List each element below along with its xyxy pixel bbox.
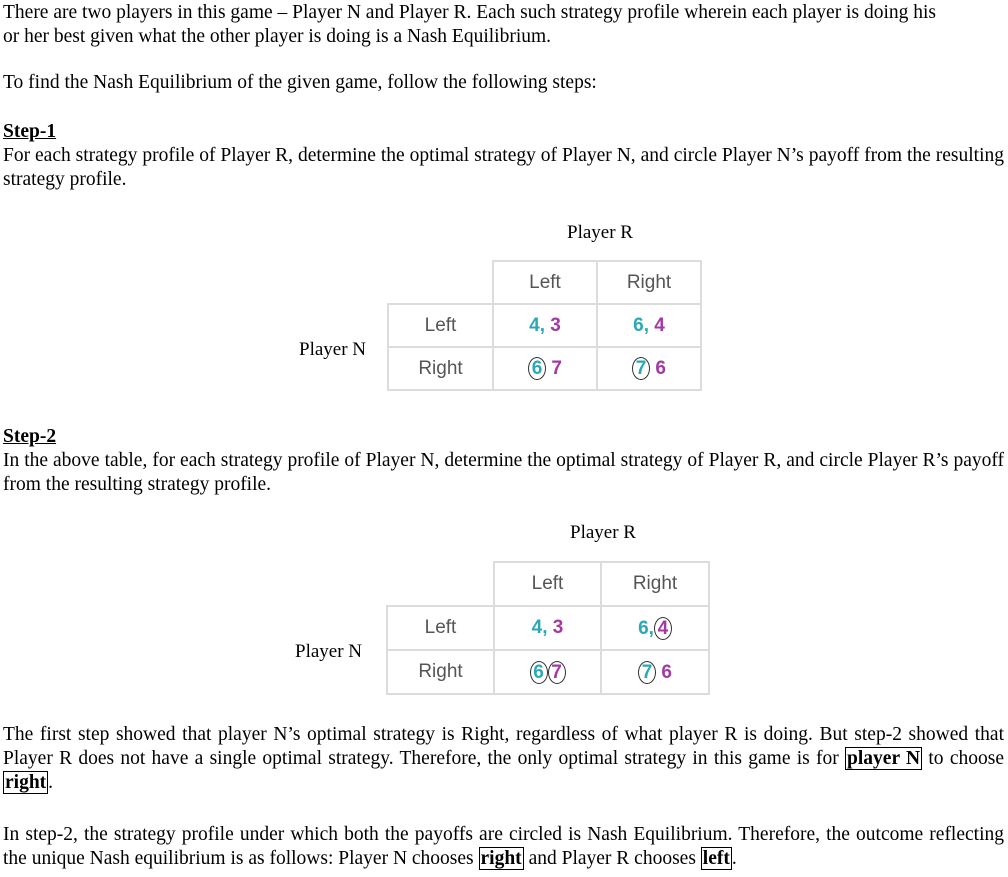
conclusion-text: The first step showed that player N’s optimal strategy is Right, regardless of what player R is doing. But step-2 showed that Player R does not have a single optimal strategy. Therefore, the only optimal strategy in this game is for xyxy=(3,724,1004,769)
col-header-left: Left xyxy=(493,261,597,304)
cell-right-left xyxy=(494,650,601,694)
cell-right-right xyxy=(601,650,709,694)
payoff-n: 4 xyxy=(531,617,543,638)
payoff-r: 7 xyxy=(551,358,562,379)
row-header-left: Left xyxy=(388,304,493,347)
payoff-r: 6 xyxy=(661,661,672,683)
conclusion-text: to choose xyxy=(922,748,1004,769)
conclusion-text: and Player R chooses xyxy=(523,848,701,869)
conclusion-paragraph-2 xyxy=(3,823,1004,871)
cell-left-left xyxy=(493,304,597,347)
step2-heading: Step-2 xyxy=(3,426,57,447)
payoff-separator: , xyxy=(539,314,545,336)
payoff-table-1 xyxy=(387,260,702,391)
circled-payoff-n: 6 xyxy=(528,357,546,380)
cell-right-left xyxy=(493,347,597,390)
cell-left-right xyxy=(597,304,701,347)
payoff-n: 4 xyxy=(529,314,540,336)
step1-text: For each strategy profile of Player R, determine the optimal strategy of Player N, and circle Player N’s payoff from the resulting strategy profile. xyxy=(3,145,1004,190)
conclusion-text: . xyxy=(48,772,54,793)
payoff-separator: , xyxy=(648,617,654,639)
conclusion-paragraph-1 xyxy=(3,723,1004,795)
col-header-right: Right xyxy=(601,562,709,606)
boxed-right: right xyxy=(480,848,522,869)
table2-col-player-label: Player R xyxy=(570,522,636,543)
payoff-r: 6 xyxy=(655,358,666,379)
row-header-left: Left xyxy=(387,606,494,650)
steps-intro: To find the Nash Equilibrium of the given game, follow the following steps: xyxy=(3,72,597,93)
row-header-right: Right xyxy=(388,347,493,390)
intro-line-2: or her best given what the other player is doing is a Nash Equilibrium. xyxy=(3,26,552,47)
payoff-table-2 xyxy=(386,561,710,695)
circled-payoff-r: 4 xyxy=(654,617,672,640)
col-header-left: Left xyxy=(494,562,601,606)
step1-heading: Step-1 xyxy=(3,121,57,142)
payoff-separator: , xyxy=(542,617,548,638)
table1-row-player-label: Player N xyxy=(299,339,367,360)
cell-left-left xyxy=(494,606,601,650)
col-header-right: Right xyxy=(597,261,701,304)
payoff-r: 3 xyxy=(550,314,561,336)
cell-left-right xyxy=(601,606,709,650)
intro-line-1: There are two players in this game – Player N and Player R. Each such strategy profile wherein each player is doing his xyxy=(3,2,936,23)
cell-right-right xyxy=(597,347,701,390)
boxed-right: right xyxy=(5,772,47,793)
conclusion-text: In step-2, the strategy profile under which both the payoffs are circled is Nash Equilibrium. Therefore, the outcome reflecting the unique Nash equilibrium is as follows: Player N chooses xyxy=(3,824,1004,869)
row-header-right: Right xyxy=(387,650,494,694)
circled-payoff-n: 7 xyxy=(638,661,656,684)
table1-col-player-label: Player R xyxy=(567,222,633,243)
boxed-left: left xyxy=(702,848,730,869)
boxed-player-n: player N xyxy=(847,748,921,769)
payoff-n: 6 xyxy=(633,314,644,336)
circled-payoff-n: 7 xyxy=(632,357,650,380)
conclusion-text: . xyxy=(731,848,737,869)
payoff-r: 3 xyxy=(552,617,564,638)
circled-payoff-r: 7 xyxy=(548,661,566,684)
circled-payoff-n: 6 xyxy=(530,661,548,684)
payoff-separator: , xyxy=(643,314,649,336)
payoff-r: 4 xyxy=(654,314,665,336)
intro-paragraph xyxy=(3,1,1004,49)
table2-row-player-label: Player N xyxy=(295,641,363,662)
payoff-n: 6 xyxy=(638,617,649,639)
step2-text: In the above table, for each strategy profile of Player N, determine the optimal strategy of Player R, and circle Player R’s payoff from the resulting strategy profile. xyxy=(3,450,1004,495)
